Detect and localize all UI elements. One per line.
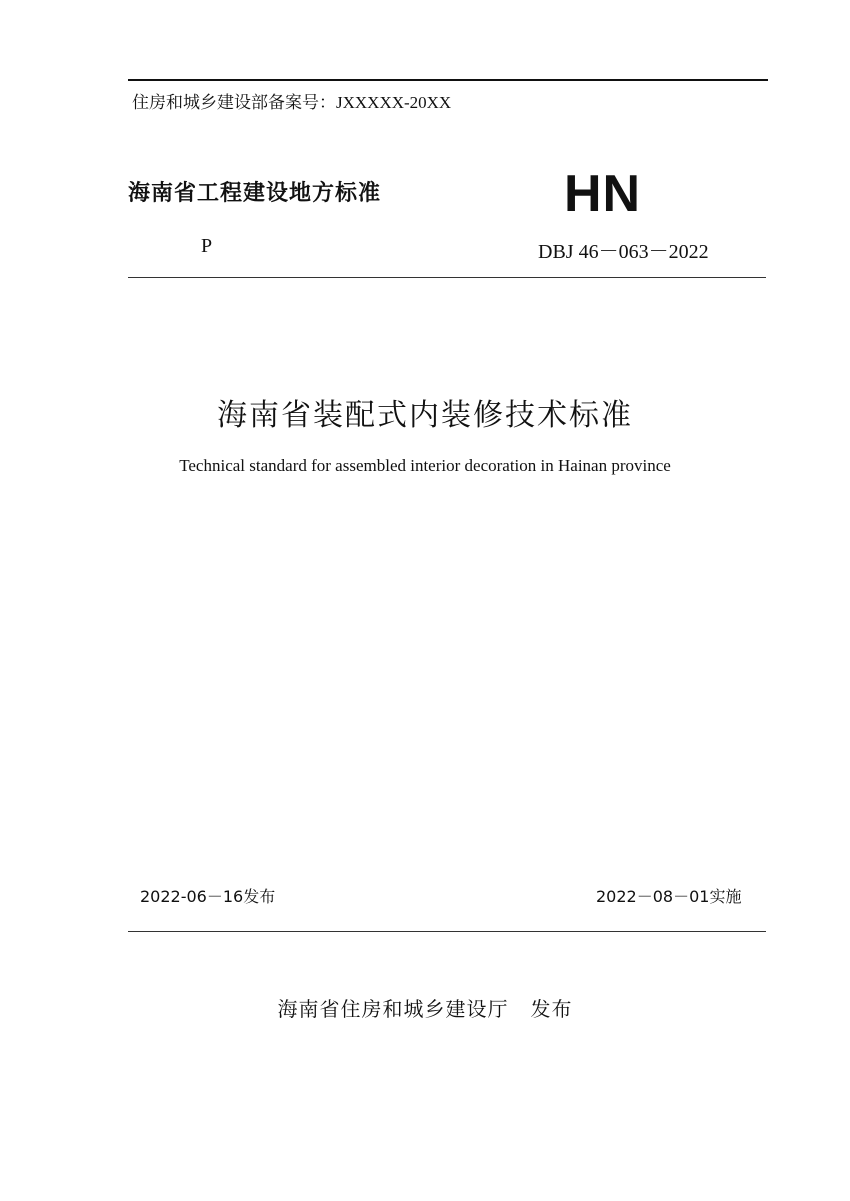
document-title-english: Technical standard for assembled interior decoration in Hainan province <box>179 456 671 475</box>
record-number: 住房和城乡建设部备案号：JXXXXX-20XX <box>132 93 452 112</box>
publisher: 海南省住房和城乡建设厅 发布 <box>277 997 573 1021</box>
issue-date: 2022-06－16发布 <box>140 887 276 906</box>
top-rule <box>128 79 768 81</box>
footer-divider <box>128 931 766 932</box>
standard-code: DBJ 46－063－2022 <box>538 241 709 263</box>
effective-date: 2022－08－01实施 <box>596 887 742 906</box>
category-code: P <box>201 235 213 257</box>
document-title-chinese: 海南省装配式内装修技术标准 <box>217 398 633 433</box>
header-divider <box>128 277 766 278</box>
series-title: 海南省工程建设地方标准 <box>128 181 382 206</box>
hn-mark: HN <box>564 165 642 223</box>
